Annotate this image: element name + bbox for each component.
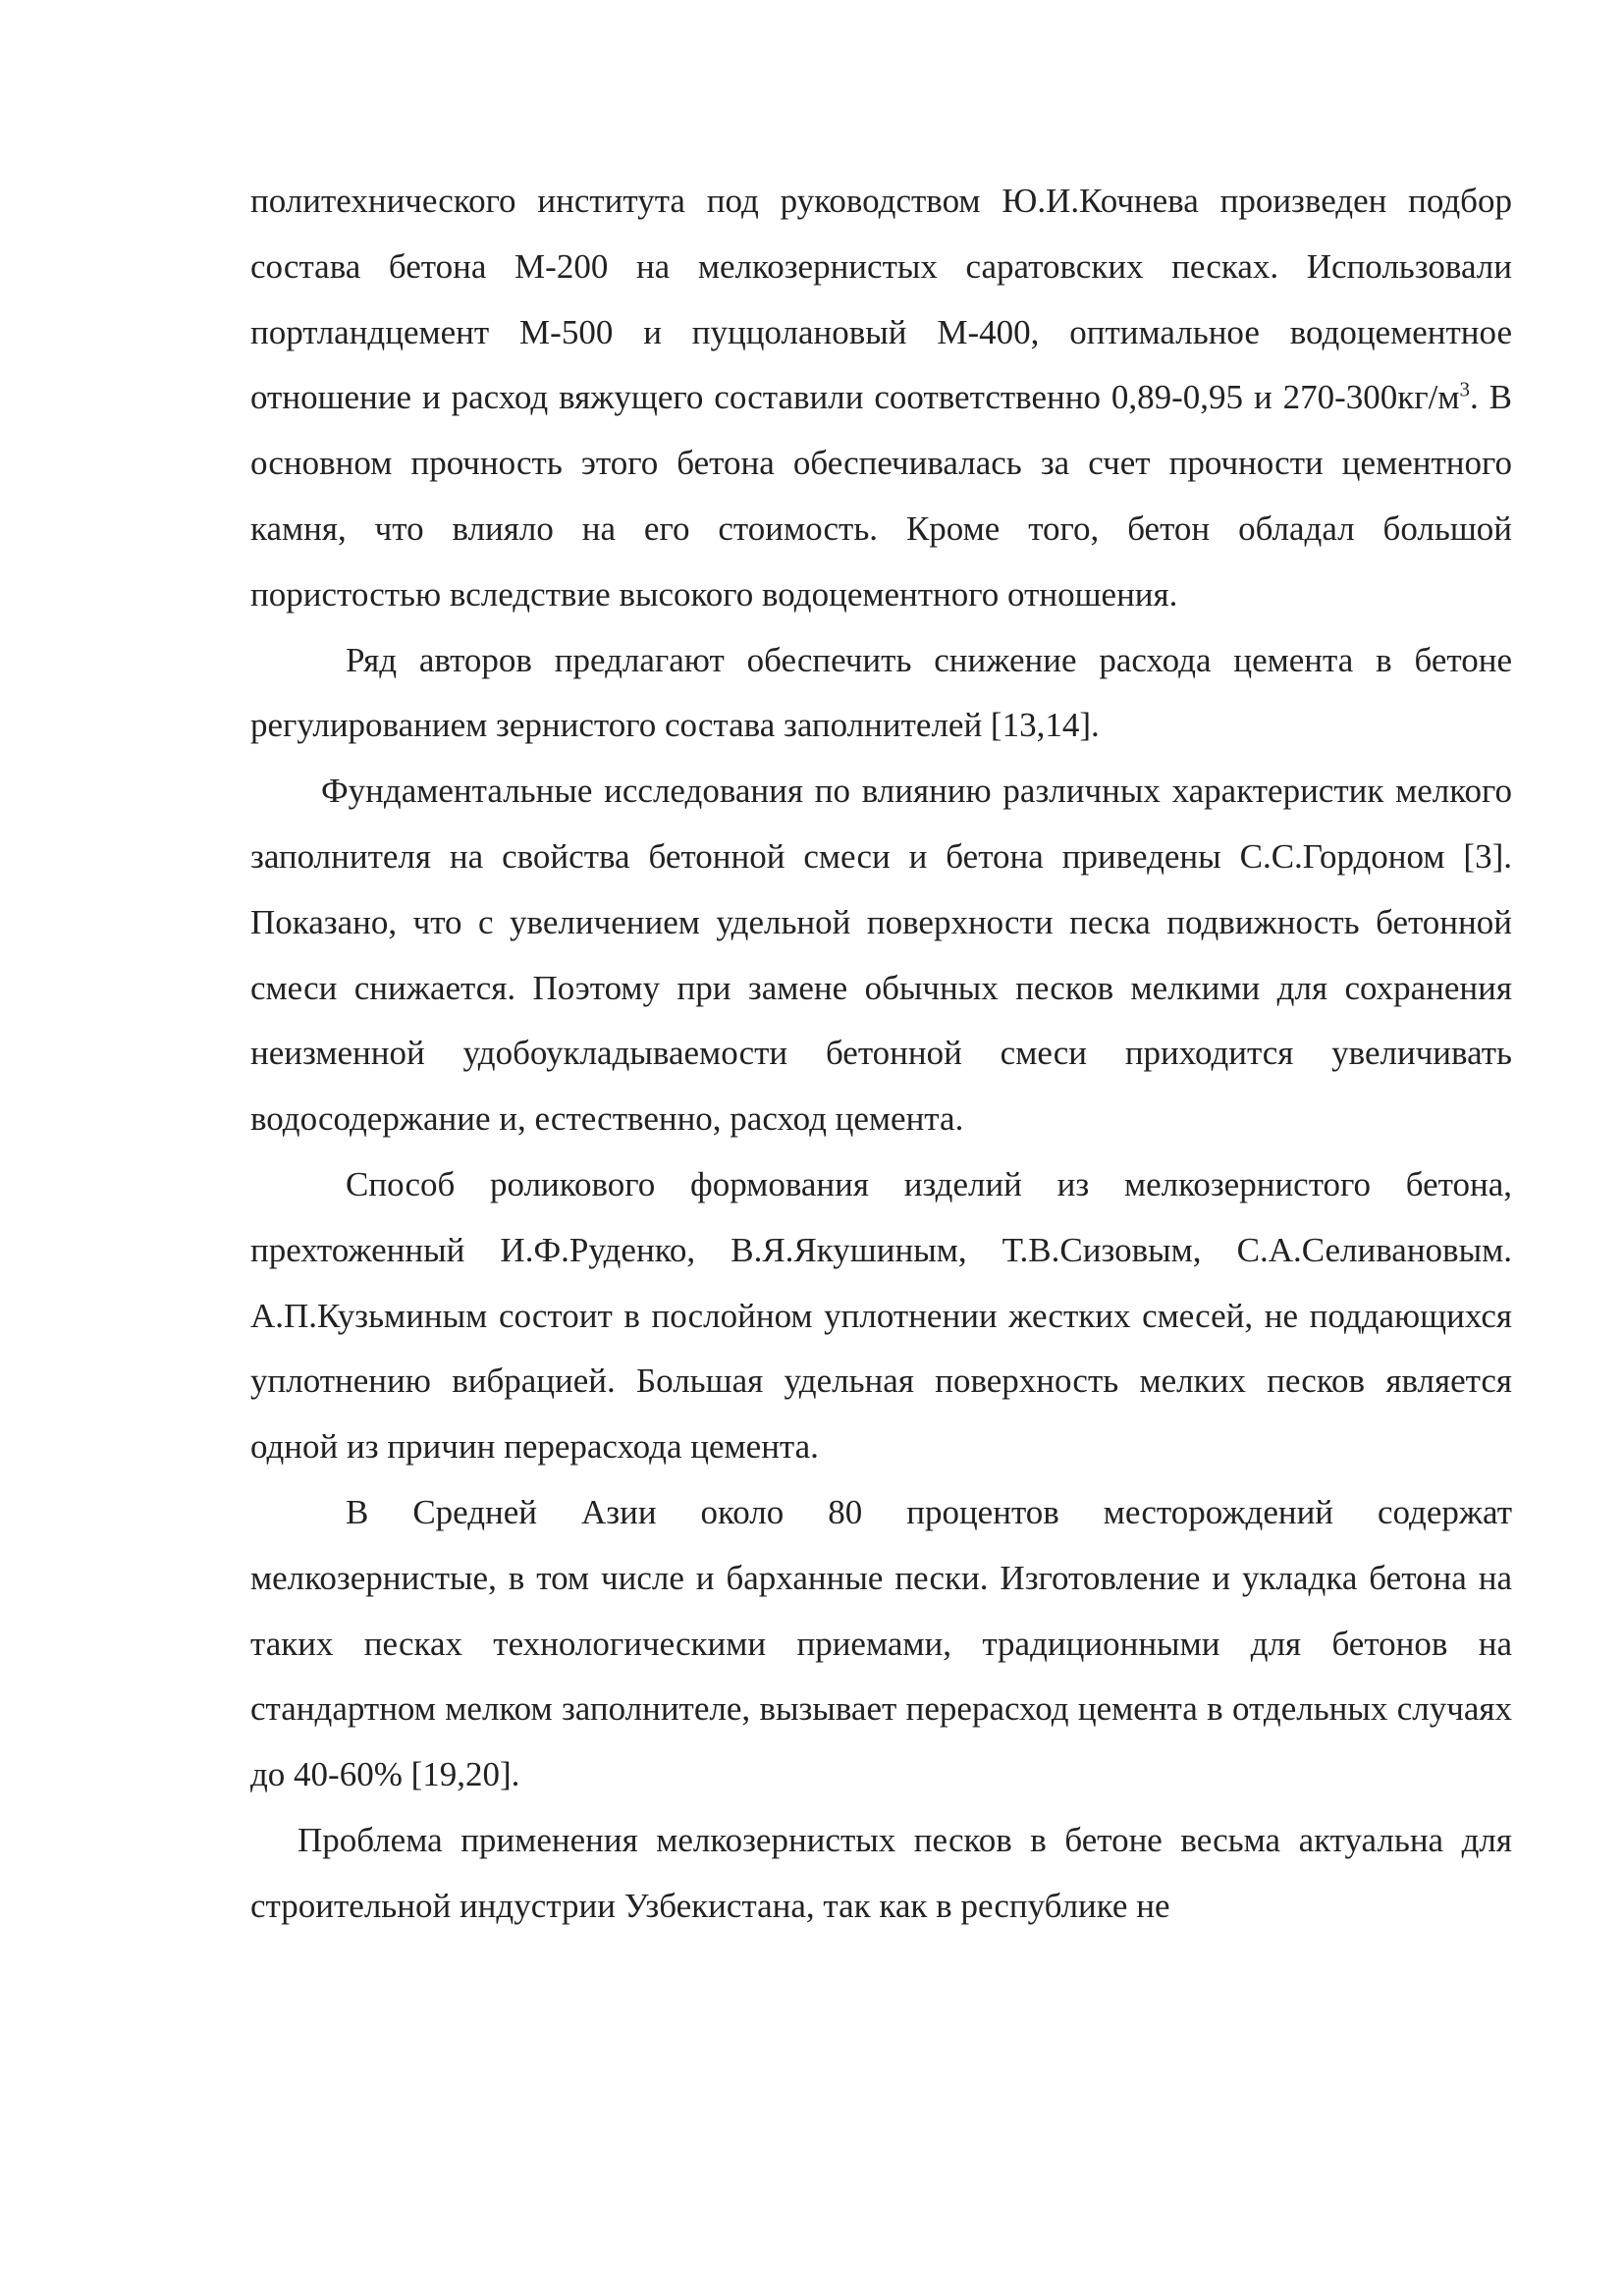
paragraph-4: Способ роликового формования изделий из мелкозернистого бетона, прехтоженный И.Ф.Руденко, В.Я.Якушиным, Т.В.Сизовым, С.А.Селивановым. А.П.Кузьминым состоит в послойном уплотнении жестких смесей, не поддающихся уплотнению вибрацией. Большая удельная поверхность мелких песков является одной из причин перерасхода цемента. [250,1164,1512,1467]
paragraph-6: Проблема применения мелкозернистых песков в бетоне весьма актуальна для строительной индустрии Узбекистана, так как в республике не [250,1820,1512,1925]
paragraph-5: В Средней Азии около 80 процентов месторождений содержат мелкозернистые, в том числе и барханные пески. Изготовление и укладка бетона на таких песках технологическими приемами, традиционными для бетонов на стандартном мелком заполнителе, вызывает перерасход цемента в отдельных случаях до 40-60% [19,20]. [250,1492,1512,1794]
paragraph-1-text-a: политехнического института под руководством Ю.И.Кочнева произведен подбор состава бетона М-200 на мелкозернистых саратовских песках. Использовали портландцемент М-500 и пуццолановый М-400, оптимальное водоцементное отношение и расход вяжущего составили соответственно 0,89-0,95 и 270-300кг/м [250,182,1512,417]
body-text [250,169,1512,1940]
paragraph-1-text-b: . В основном прочность этого бетона обеспечивалась за счет прочности цементного камня, что влияло на его стоимость. Кроме того, бетон обладал большой пористостью вследствие высокого водоцементного отношения. [250,378,1512,614]
paragraph-3: Фундаментальные исследования по влиянию различных характеристик мелкого заполнителя на свойства бетонной смеси и бетона приведены С.С.Гордоном [3]. Показано, что с увеличением удельной поверхности песка подвижность бетонной смеси снижается. Поэтому при замене обычных песков мелкими для сохранения неизменной удобоукладываемости бетонной смеси приходится увеличивать водосодержание и, естественно, расход цемента. [250,772,1512,1139]
paragraph-1-superscript: 3 [1459,377,1470,401]
paragraph-2: Ряд авторов предлагают обеспечить снижение расхода цемента в бетоне регулированием зернистого состава заполнителей [13,14]. [250,640,1512,745]
paragraph-1 [250,169,1512,628]
